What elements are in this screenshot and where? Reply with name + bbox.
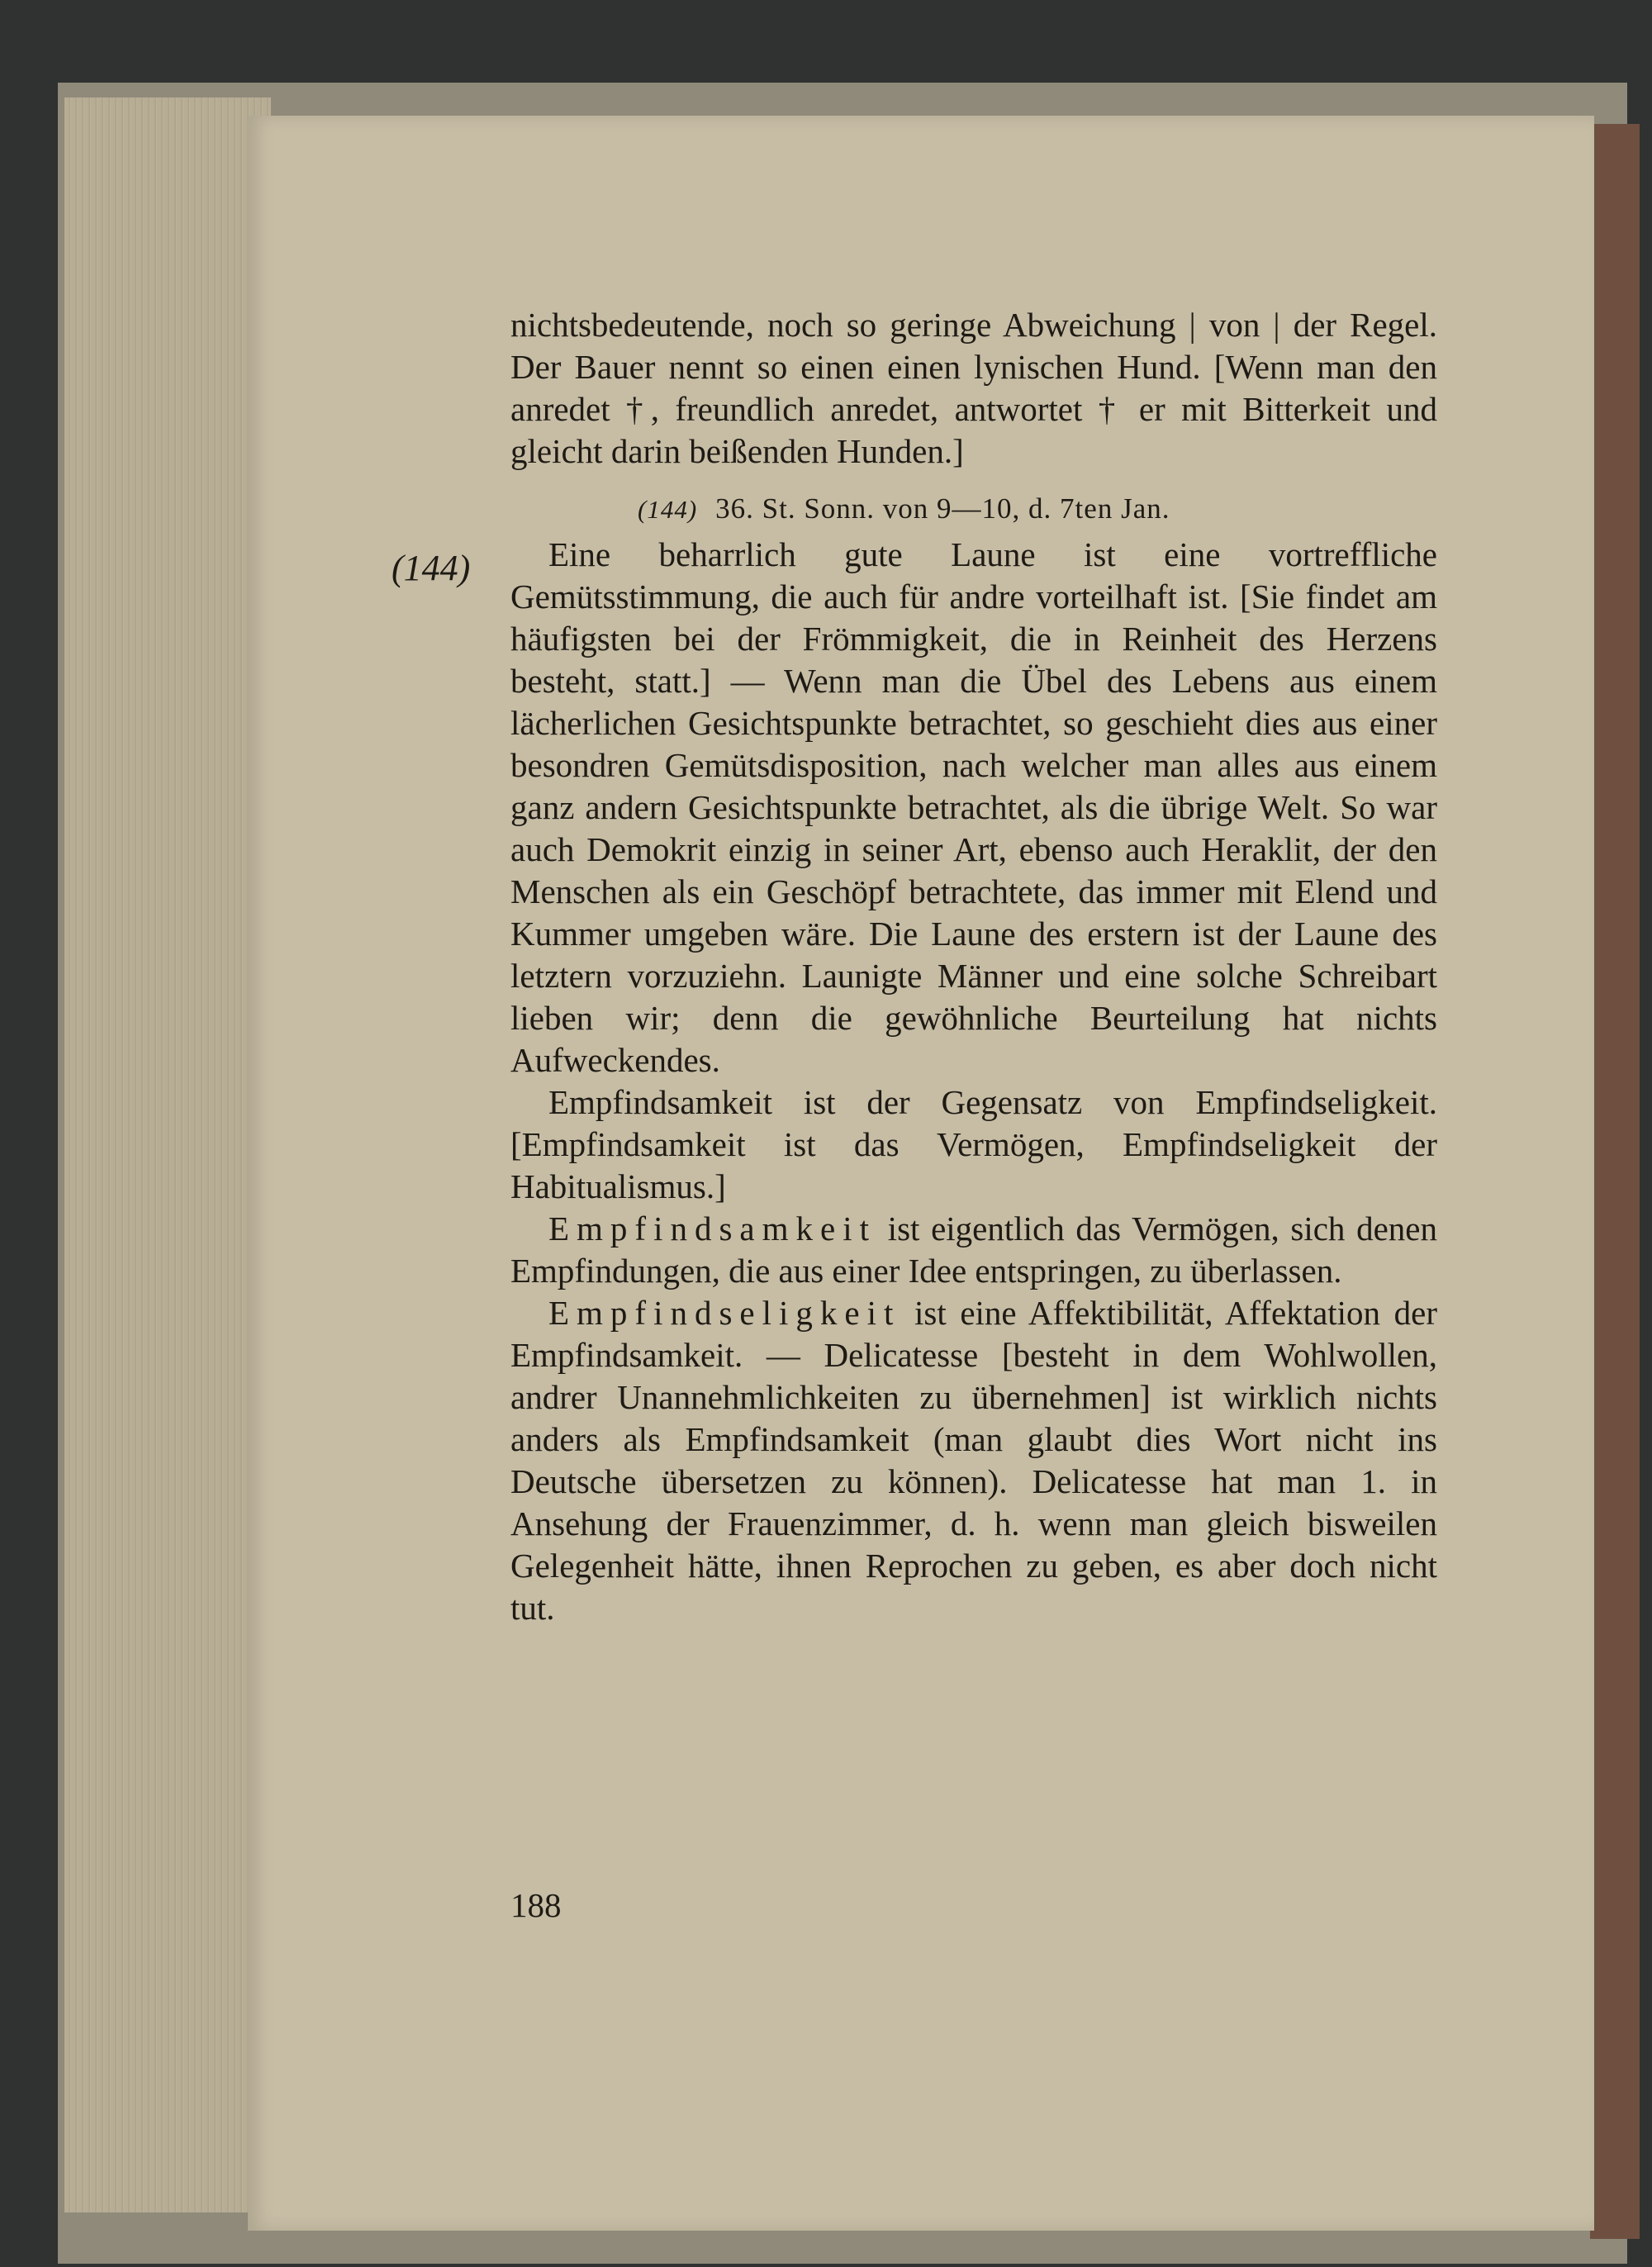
heading-text: 36. St. Sonn. von 9—10, d. 7ten Jan. — [715, 492, 1170, 525]
continuation-paragraph: nichtsbedeutende, noch so geringe Abweichung | von | der Regel. Der Bauer nennt so einen einen lynischen Hund. [Wenn man den anredet †, freundlich anredet, antwortet † er mit Bitterkeit und gleicht darin beißenden Hunden.] — [510, 306, 1437, 470]
spaced-term: Empfindseligkeit — [548, 1294, 901, 1332]
heading-page-marker: (144) — [638, 495, 698, 524]
paragraph-empfindseligkeit: Empfindseligkeit ist eine Affektibilität, Affektation der Empfindsamkeit. — Delicatesse [besteht in dem Wohlwollen, andrer Unannehmlichkeiten zu übernehmen] ist wirklich nichts anders als Empfindsamkeit (man glaubt dies Wort nicht ins Deutsche übersetzen zu können). Delicatesse hat man 1. in Ansehung der Frauenzimmer, d. h. wenn man gleich bisweilen Gelegenheit hätte, ihnen Reprochen zu geben, es aber doch nicht tut. — [510, 1294, 1437, 1627]
section-heading — [510, 487, 1437, 530]
paragraph-empfindsamkeit-gegensatz: Empfindsamkeit ist der Gegensatz von Empfindseligkeit. [Empfindsamkeit ist das Vermögen, Empfindseligkeit der Habitualismus.] — [510, 1083, 1437, 1205]
paragraph-laune: Eine beharrlich gute Laune ist eine vortreffliche Gemütsstimmung, die auch für andre vorteilhaft ist. [Sie findet am häufigsten bei der Frömmigkeit, die in Reinheit des Herzens besteht, statt.] — Wenn man die Übel des Lebens aus einem lächerlichen Gesichtspunkte betrachtet, so geschieht dies aus einer besondren Gemütsdisposition, nach welcher man alles aus einem ganz andern Gesichtspunkte betrachtet, als die übrige Welt. So war auch Demokrit einzig in seiner Art, ebenso auch Heraklit, der den Menschen als ein Geschöpf betrachtete, das immer mit Elend und Kummer umgeben wäre. Die Laune des erstern ist der Laune des letztern vorzuziehn. Launigte Männer und eine solche Schreibart lieben wir; denn die gewöhnliche Beurteilung hat nichts Aufweckendes. — [510, 535, 1437, 1079]
page-number: 188 — [510, 1886, 562, 1924]
page-text — [510, 304, 1437, 1629]
spaced-term: Empfindsamkeit — [548, 1210, 877, 1248]
paragraph-empfindsamkeit-definition: Empfindsamkeit ist eigentlich das Vermögen, sich denen Empfindungen, die aus einer Idee entspringen, zu überlassen. — [510, 1210, 1437, 1290]
facing-page-edge — [1590, 124, 1640, 2239]
page-edges — [64, 97, 271, 2212]
margin-page-reference: (144) — [392, 548, 471, 588]
